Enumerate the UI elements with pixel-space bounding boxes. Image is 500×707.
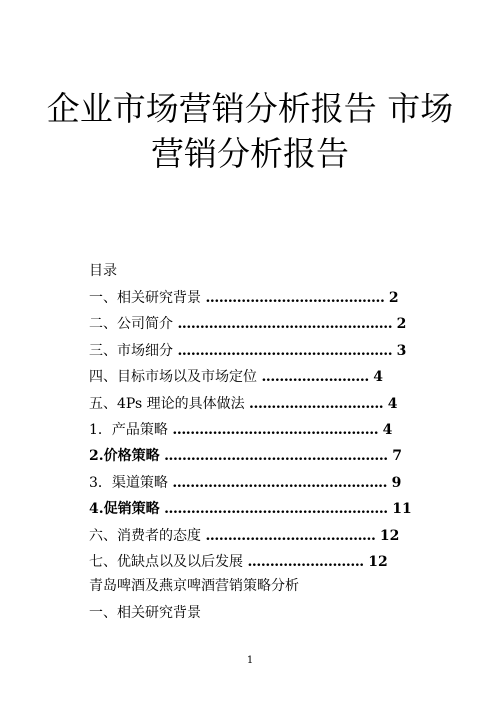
toc-entry-page: 2 (388, 290, 399, 306)
toc-entry[interactable] (89, 553, 389, 579)
toc-entry-page: 11 (392, 501, 412, 518)
toc-entry-leader: ................................................ (177, 342, 393, 359)
toc-entry[interactable] (89, 447, 402, 473)
toc-entry-page: 9 (391, 474, 402, 491)
toc-entry-leader: .......................... (247, 553, 364, 570)
toc-entry-label: 六、消费者的态度 (89, 527, 201, 544)
toc-entry-page: 12 (379, 527, 400, 544)
toc-entry-label: 三、市场细分 (89, 342, 173, 359)
toc-entry-page: 2 (396, 316, 407, 333)
toc-entry-label: 二、公司简介 (89, 316, 173, 333)
toc-entry[interactable] (89, 527, 400, 553)
toc-entry[interactable] (89, 421, 393, 447)
toc-entry[interactable] (89, 315, 407, 341)
toc-entry[interactable] (89, 395, 398, 421)
toc-entry-label: 1．产品策略 (89, 421, 168, 438)
toc-entry-page: 4 (373, 369, 384, 386)
toc-entry-leader: ................................................ (177, 316, 393, 333)
subsection-heading: 一、相关研究背景 (89, 605, 201, 621)
toc-entry-label: 2.价格策略 (89, 448, 160, 465)
toc-entry-page: 12 (368, 553, 388, 570)
toc-entry[interactable] (89, 500, 412, 526)
toc-entry-page: 4 (382, 421, 393, 438)
document-title: 企业市场营销分析报告 市场营销分析报告 (46, 89, 454, 173)
toc-entry[interactable] (89, 474, 402, 500)
toc-entry-page: 7 (392, 448, 402, 465)
toc-entry-leader: ...................................... (205, 527, 376, 544)
toc-entry[interactable] (89, 342, 407, 368)
table-of-contents (89, 289, 412, 579)
toc-entry-label: 七、优缺点以及以后发展 (89, 553, 243, 570)
toc-heading: 目录 (89, 263, 117, 279)
toc-entry-label: 一、相关研究背景 (89, 290, 201, 306)
toc-entry-leader: .............................. (249, 395, 384, 412)
toc-entry[interactable] (89, 368, 389, 394)
toc-entry-page: 4 (387, 395, 398, 412)
toc-entry-leader: .................................................. (164, 448, 388, 465)
toc-entry-label: 4.促销策略 (89, 501, 160, 518)
toc-entry[interactable] (89, 289, 399, 315)
toc-entry-label: 3．渠道策略 (89, 474, 168, 491)
toc-entry-leader: ........................ (261, 369, 369, 386)
page-number: 1 (246, 655, 254, 666)
toc-entry-leader: ................................................ (172, 474, 388, 491)
toc-entry-label: 四、目标市场以及市场定位 (89, 369, 257, 386)
section-heading: 青岛啤酒及燕京啤酒营销策略分析 (89, 578, 299, 594)
toc-entry-page: 3 (396, 342, 407, 359)
toc-entry-label: 五、4Ps 理论的具体做法 (89, 395, 245, 412)
toc-entry-leader: .............................................. (172, 421, 379, 438)
toc-entry-leader: ........................................ (205, 290, 385, 306)
toc-entry-leader: .................................................. (164, 501, 388, 518)
